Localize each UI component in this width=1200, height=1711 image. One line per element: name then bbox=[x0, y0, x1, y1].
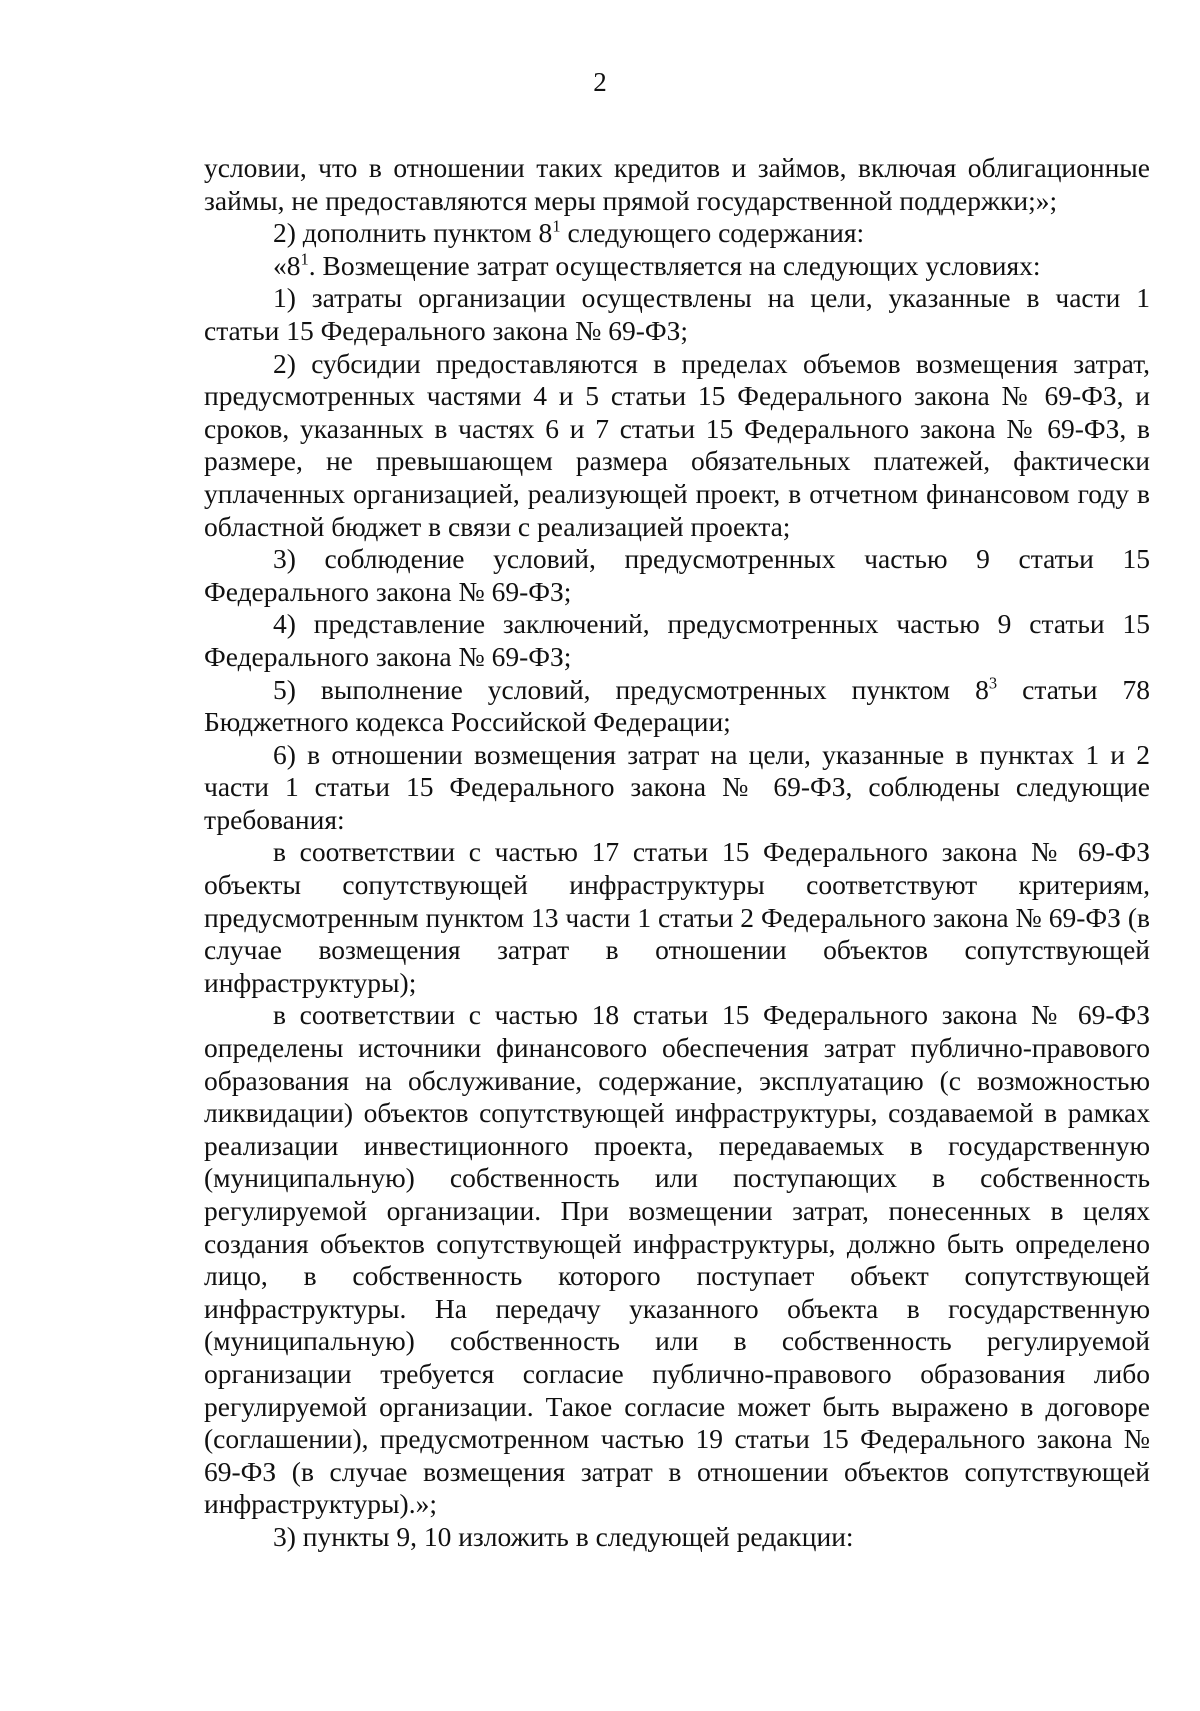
paragraph-condition-3: 3) соблюдение условий, предусмотренных частью 9 статьи 15 Федерального закона № 69-ФЗ; bbox=[204, 543, 1150, 607]
document-body bbox=[204, 152, 1150, 1554]
paragraph-requirement-17: в соответствии с частью 17 статьи 15 Федерального закона № 69-ФЗ объекты сопутствующей инфраструктуры соответствуют критериям, предусмотренным пунктом 13 части 1 статьи 2 Федерального закона № 69-ФЗ (в случае возмещения затрат в отношении объектов сопутствующей инфраструктуры); bbox=[204, 836, 1150, 998]
superscript: 1 bbox=[552, 216, 561, 236]
paragraph-condition-5 bbox=[204, 674, 1150, 739]
paragraph-condition-1: 1) затраты организации осуществлены на цели, указанные в части 1 статьи 15 Федерального закона № 69-ФЗ; bbox=[204, 282, 1150, 346]
paragraph-requirement-18: в соответствии с частью 18 статьи 15 Федерального закона № 69-ФЗ определены источники финансового обеспечения затрат публично-правового образования на обслуживание, содержание, эксплуатацию (с возможностью ликвидации) объектов сопутствующей инфраструктуры, создаваемой в рамках реализации инвестиционного проекта, передаваемых в государственную (муниципальную) собственность или поступающих в собственность регулируемой организации. При возмещении затрат, понесенных в целях создания объектов сопутствующей инфраструктуры, должно быть определено лицо, в собственность которого поступает объект сопутствующей инфраструктуры. На передачу указанного объекта в государственную (муниципальную) собственность или в собственность регулируемой организации требуется согласие публично-правового образования либо регулируемой организации. Такое согласие может быть выражено в договоре (соглашении), предусмотренном частью 19 статьи 15 Федерального закона № 69-ФЗ (в случае возмещения затрат в отношении объектов сопутствующей инфраструктуры).»; bbox=[204, 999, 1150, 1520]
paragraph-condition-4: 4) представление заключений, предусмотренных частью 9 статьи 15 Федерального закона № 69-ФЗ; bbox=[204, 608, 1150, 672]
paragraph-text: следующего содержания: bbox=[560, 217, 865, 249]
paragraph-text: «8 bbox=[273, 249, 301, 281]
paragraph-text: . Возмещение затрат осуществляется на следующих условиях: bbox=[308, 249, 1041, 281]
paragraph-amendment-2 bbox=[204, 217, 1150, 250]
paragraph-continuation: условии, что в отношении таких кредитов и займов, включая облигационные займы, не предоставляются меры прямой государственной поддержки;»; bbox=[204, 152, 1150, 216]
paragraph-text: 2) дополнить пунктом 8 bbox=[273, 217, 553, 249]
paragraph-text: 5) выполнение условий, предусмотренных пунктом 8 bbox=[273, 673, 989, 705]
page-number: 2 bbox=[593, 67, 607, 97]
superscript: 1 bbox=[300, 249, 309, 269]
paragraph-text: статьи 78 Бюджетного кодекса Российской Федерации; bbox=[204, 673, 1150, 738]
paragraph-condition-6: 6) в отношении возмещения затрат на цели, указанные в пунктах 1 и 2 части 1 статьи 15 Федерального закона № 69-ФЗ, соблюдены следующие требования: bbox=[204, 738, 1150, 835]
paragraph-condition-2: 2) субсидии предоставляются в пределах объемов возмещения затрат, предусмотренных частями 4 и 5 статьи 15 Федерального закона № 69-ФЗ, и сроков, указанных в частях 6 и 7 статьи 15 Федерального закона № 69-ФЗ, в размере, не превышающем размера обязательных платежей, фактически уплаченных организацией, реализующей проект, в отчетном финансовом году в областной бюджет в связи с реализацией проекта; bbox=[204, 347, 1150, 542]
superscript: 3 bbox=[988, 672, 998, 692]
paragraph-point-8-1 bbox=[204, 250, 1150, 283]
paragraph-amendment-3: 3) пункты 9, 10 изложить в следующей редакции: bbox=[273, 1520, 854, 1552]
